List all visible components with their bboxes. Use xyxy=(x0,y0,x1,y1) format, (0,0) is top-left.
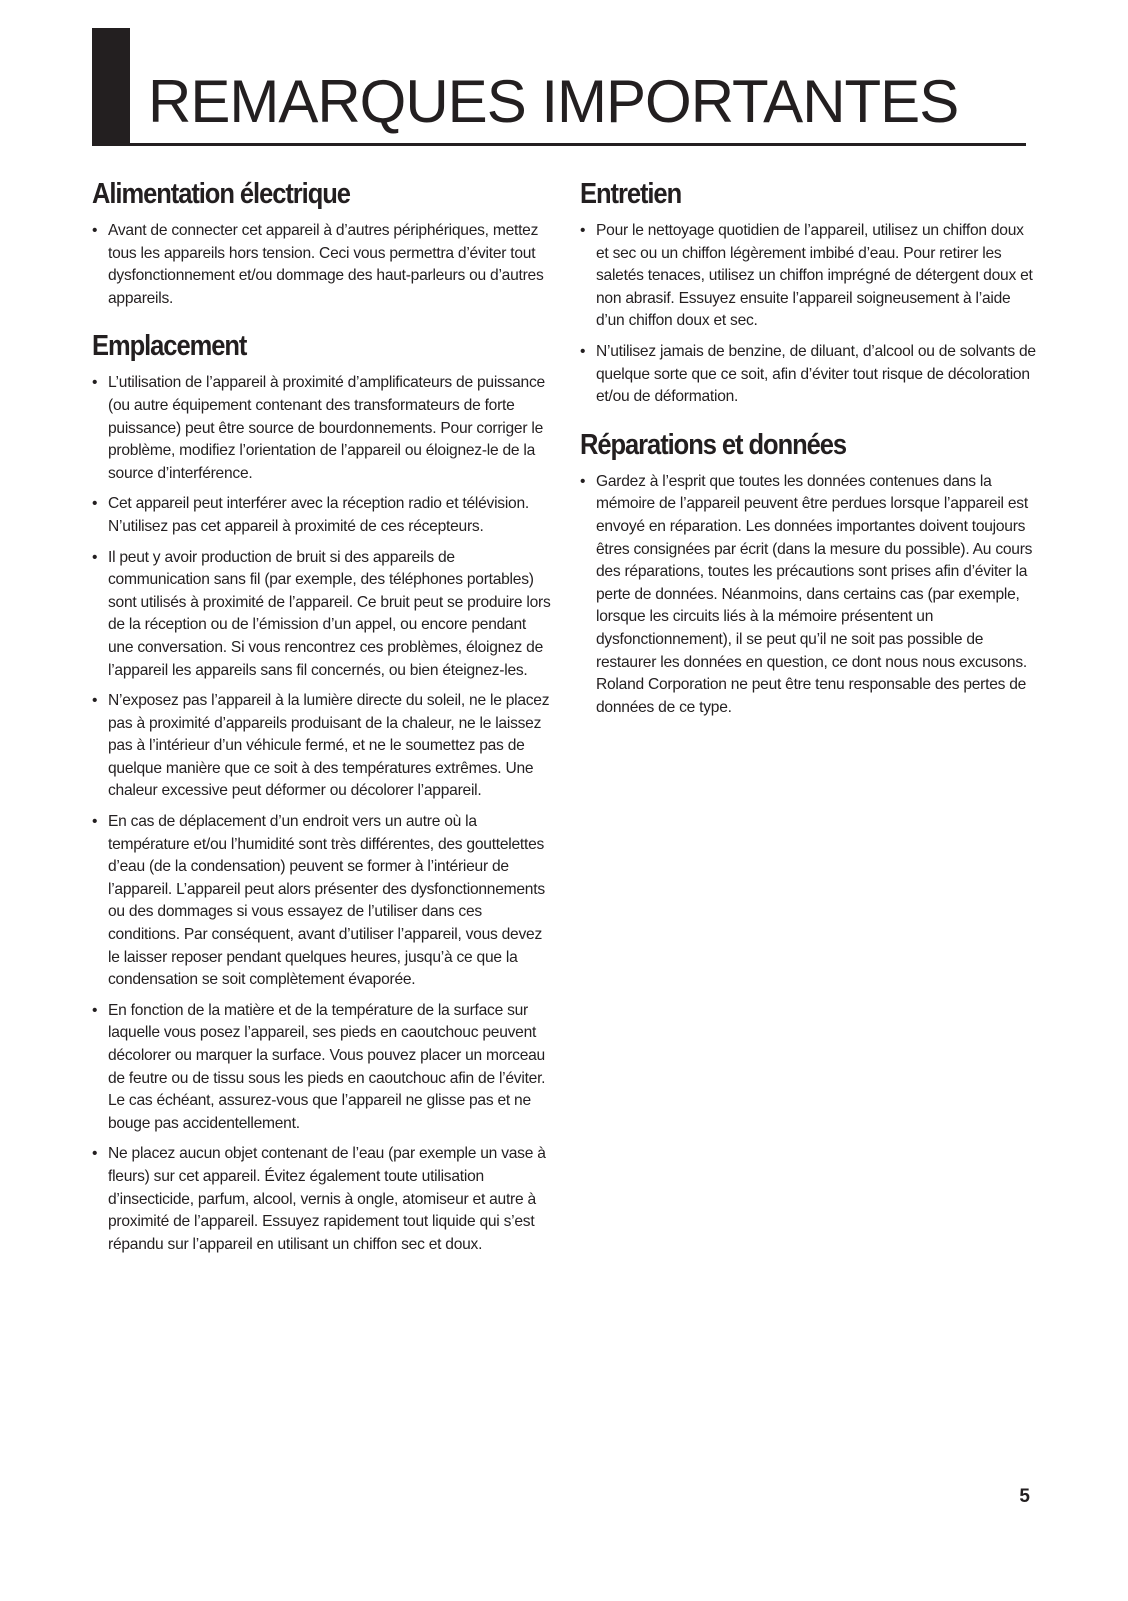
list-item: • Gardez à l’esprit que toutes les données contenues dans la mémoire de l’appareil peuvent être perdues lorsque l’appareil est envoyé en réparation. Les données importantes doivent toujours êtres consignées par écrit (dans la mesure du possible). Au cours des réparations, toutes les précautions sont prises afin d’éviter la perte de données. Néanmoins, dans certains cas (par exemple, lorsque les circuits liés à la mémoire présentent un dysfonctionnement), il se peut qu’il ne soit pas possible de restaurer les données en question, ce dont nous nous excusons. Roland Corporation ne peut être tenu responsable des pertes de données de ce type. xyxy=(580,471,1036,720)
section-emplacement xyxy=(92,328,552,1256)
section-entretien xyxy=(580,176,1036,409)
right-column xyxy=(580,176,1036,737)
list-item: • N’exposez pas l’appareil à la lumière directe du soleil, ne le placez pas à proximité d’appareils produisant de la chaleur, ne le laissez pas à l’intérieur d’un véhicule fermé, et ne le soumettez pas de quelque manière que ce soit à des températures extrêmes. Une chaleur excessive peut déformer ou décolorer l’appareil. xyxy=(92,690,552,803)
title-accent-bar xyxy=(92,28,130,146)
bullet-list xyxy=(580,220,1036,409)
bullet-list xyxy=(580,471,1036,720)
section-reparations xyxy=(580,427,1036,720)
section-title: Réparations et données xyxy=(580,428,847,461)
list-item: • Cet appareil peut interférer avec la réception radio et télévision. N’utilisez pas cet appareil à proximité de ces récepteurs. xyxy=(92,493,552,538)
page-number: 5 xyxy=(1019,1486,1030,1507)
list-item: • L’utilisation de l’appareil à proximité d’amplificateurs de puissance (ou autre équipement contenant des transformateurs de forte puissance) peut être source de bourdonnements. Pour corriger le problème, modifiez l’orientation de l’appareil ou éloignez-le de la source d’interférence. xyxy=(92,372,552,485)
section-title: Entretien xyxy=(580,178,682,210)
section-title: Emplacement xyxy=(92,330,247,363)
page-title: REMARQUES IMPORTANTES xyxy=(148,68,959,135)
bullet-list xyxy=(92,220,552,310)
list-item: • En cas de déplacement d’un endroit vers un autre où la température et/ou l’humidité sont très différentes, des gouttelettes d’eau (de la condensation) peuvent se former à l’intérieur de l’appareil. L’appareil peut alors présenter des dysfonctionnements ou des dommages si vous essayez de l’utiliser dans ces conditions. Par conséquent, avant d’utiliser l’appareil, vous devez le laisser reposer pendant quelques heures, jusqu’à ce que la condensation se soit complètement évaporée. xyxy=(92,811,552,992)
list-item: • Pour le nettoyage quotidien de l’appareil, utilisez un chiffon doux et sec ou un chiffon légèrement imbibé d’eau. Pour retirer les saletés tenaces, utilisez un chiffon imprégné de détergent doux et non abrasif. Essuyez ensuite l’appareil soigneusement à l’aide d’un chiffon doux et sec. xyxy=(580,220,1036,333)
list-item: • N’utilisez jamais de benzine, de diluant, d’alcool ou de solvants de quelque sorte que ce soit, afin d’éviter tout risque de décoloration et/ou de déformation. xyxy=(580,341,1036,409)
bullet-list xyxy=(92,372,552,1256)
section-title: Alimentation électrique xyxy=(92,178,350,210)
list-item: • Il peut y avoir production de bruit si des appareils de communication sans fil (par exemple, des téléphones portables) sont utilisés à proximité de l’appareil. Ce bruit peut se produire lors de la réception ou de l’émission d’un appel, ou encore pendant une conversation. Si vous rencontrez ces problèmes, éloignez de l’appareil les appareils sans fil concernés, ou bien éteignez-les. xyxy=(92,547,552,683)
list-item: • Avant de connecter cet appareil à d’autres périphériques, mettez tous les appareils hors tension. Ceci vous permettra d’éviter tout dysfonctionnement et/ou dommage des haut-parleurs ou d’autres appareils. xyxy=(92,220,552,310)
left-column xyxy=(92,176,552,1274)
page-header xyxy=(92,28,1026,148)
section-alimentation xyxy=(92,176,552,310)
list-item: • En fonction de la matière et de la température de la surface sur laquelle vous posez l’appareil, ses pieds en caoutchouc peuvent décolorer ou marquer la surface. Vous pouvez placer un morceau de feutre ou de tissu sous les pieds en caoutchouc afin de l’éviter. Le cas échéant, assurez-vous que l’appareil ne glisse pas et ne bouge pas accidentellement. xyxy=(92,1000,552,1136)
title-underline xyxy=(130,143,1026,146)
list-item: • Ne placez aucun objet contenant de l’eau (par exemple un vase à fleurs) sur cet appareil. Évitez également toute utilisation d’insecticide, parfum, alcool, vernis à ongle, atomiseur et autre à proximité de l’appareil. Essuyez rapidement tout liquide qui s’est répandu sur l’appareil en utilisant un chiffon sec et doux. xyxy=(92,1143,552,1256)
